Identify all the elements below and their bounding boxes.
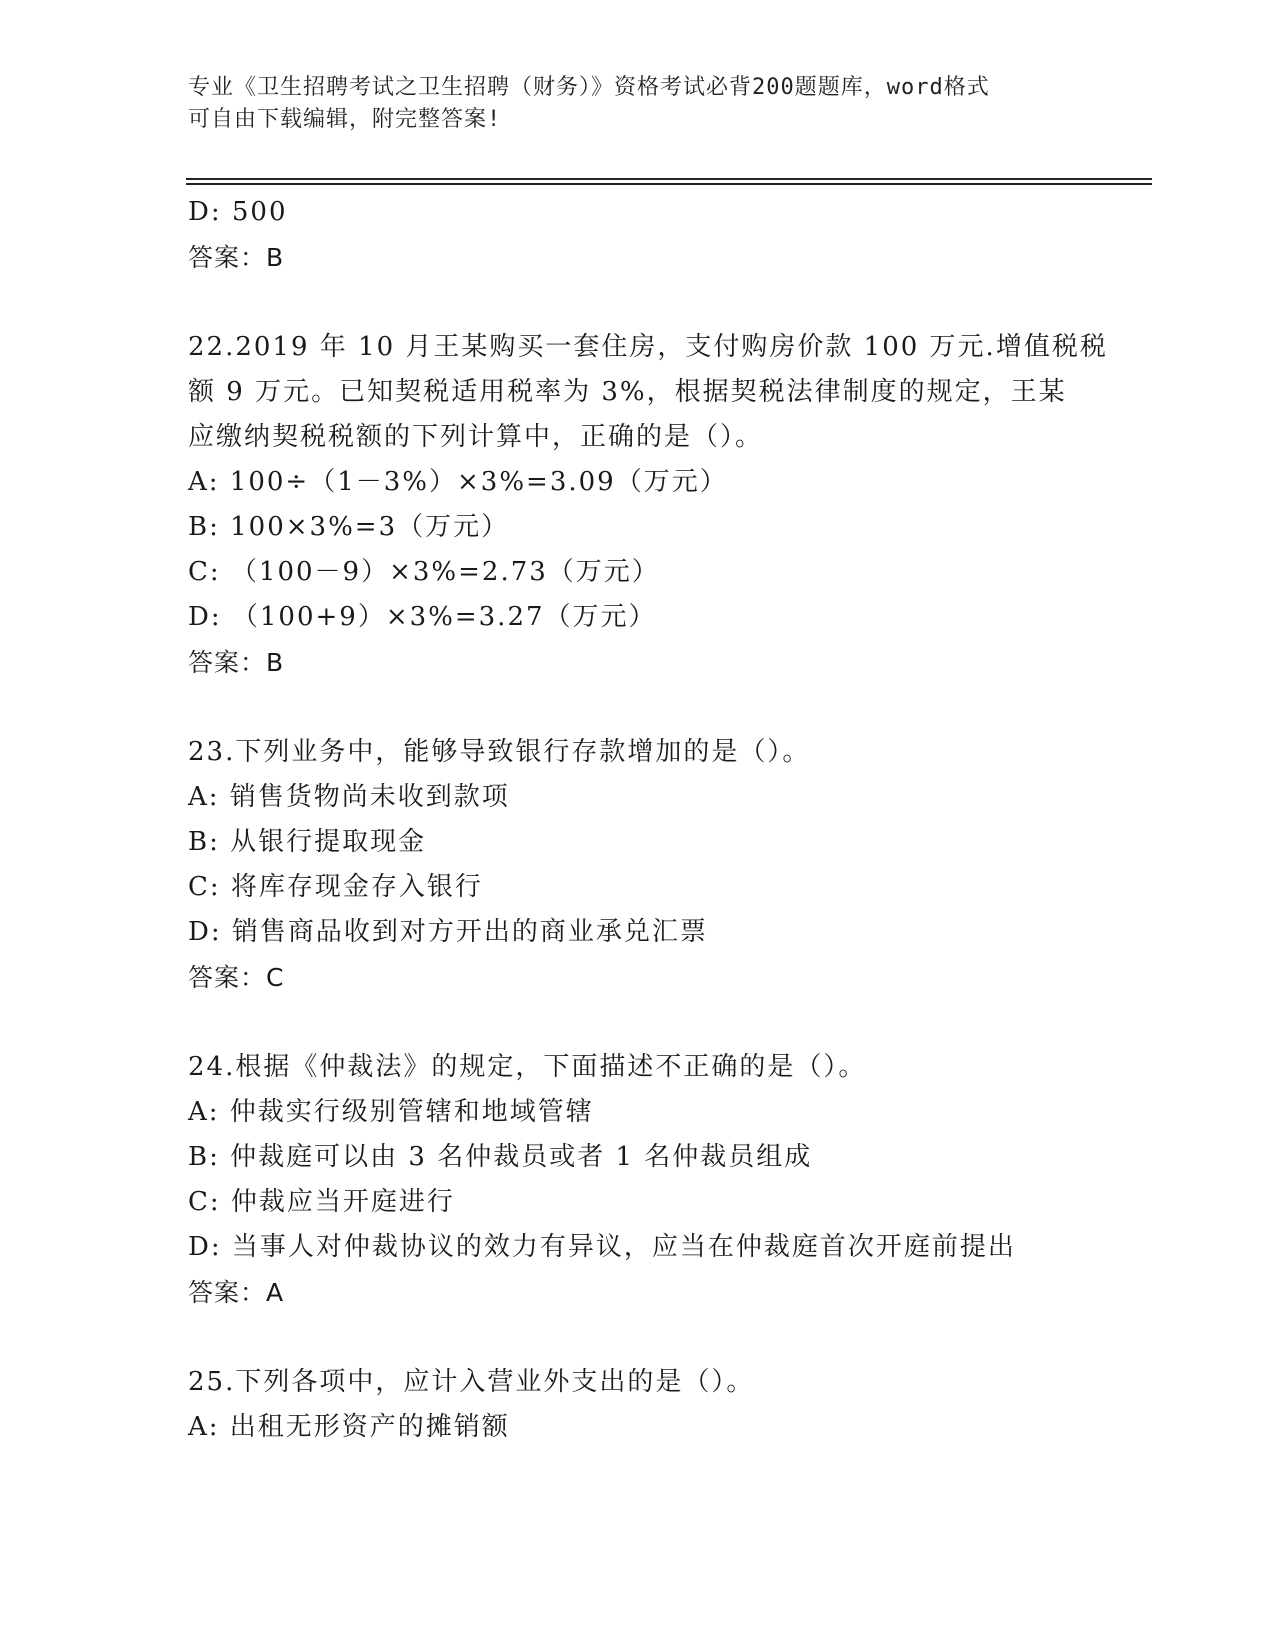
question-22-stem-line-3: 应缴纳契税税额的下列计算中，正确的是（）。 <box>188 422 764 452</box>
question-23-option-c: C: 将库存现金存入银行 <box>188 872 483 902</box>
spacer <box>188 685 1108 730</box>
question-23-stem: 23.下列业务中，能够导致银行存款增加的是（）。 <box>188 737 811 767</box>
header-title-line-2: 可自由下载编辑，附完整答案! <box>188 107 502 132</box>
question-23-option-a: A: 销售货物尚未收到款项 <box>188 782 510 812</box>
question-content <box>188 190 1108 1450</box>
question-24-answer: 答案：A <box>188 1278 285 1307</box>
header-title-line-1: 专业《卫生招聘考试之卫生招聘（财务）》资格考试必背200题题库，word格式 <box>188 75 990 100</box>
question-22-option-d: D: （100+9）×3%=3.27（万元） <box>188 602 657 632</box>
question-25-stem: 25.下列各项中，应计入营业外支出的是（）。 <box>188 1367 755 1397</box>
question-21-option-d: D: 500 <box>188 197 288 227</box>
question-23-answer: 答案：C <box>188 963 285 992</box>
question-22-option-b: B: 100×3%=3（万元） <box>188 512 510 542</box>
header-divider-top <box>186 178 1152 180</box>
question-22 <box>188 325 1108 460</box>
question-24-option-c: C: 仲裁应当开庭进行 <box>188 1187 455 1217</box>
question-22-stem-line-1: 22.2019 年 10 月王某购买一套住房，支付购房价款 100 万元.增值税税 <box>188 332 1108 362</box>
question-21-answer: 答案：B <box>188 243 285 272</box>
question-23-option-d: D: 销售商品收到对方开出的商业承兑汇票 <box>188 917 708 947</box>
spacer <box>188 1000 1108 1045</box>
question-25-option-a: A: 出租无形资产的摊销额 <box>188 1412 510 1442</box>
header-divider-bottom <box>186 183 1152 185</box>
question-22-option-c: C: （100－9）×3%=2.73（万元） <box>188 557 660 587</box>
question-22-answer: 答案：B <box>188 648 285 677</box>
question-22-stem-line-2: 额 9 万元。已知契税适用税率为 3%，根据契税法律制度的规定，王某 <box>188 377 1067 407</box>
question-24-option-a: A: 仲裁实行级别管辖和地域管辖 <box>188 1097 594 1127</box>
question-24-option-b: B: 仲裁庭可以由 3 名仲裁员或者 1 名仲裁员组成 <box>188 1142 813 1172</box>
question-23-option-b: B: 从银行提取现金 <box>188 827 427 857</box>
question-22-option-a: A: 100÷（1－3%）×3%=3.09（万元） <box>188 467 728 497</box>
question-24-option-d: D: 当事人对仲裁协议的效力有异议，应当在仲裁庭首次开庭前提出 <box>188 1232 1016 1262</box>
document-header <box>188 72 1068 136</box>
spacer <box>188 280 1108 325</box>
spacer <box>188 1315 1108 1360</box>
question-24-stem: 24.根据《仲裁法》的规定，下面描述不正确的是（）。 <box>188 1052 867 1082</box>
